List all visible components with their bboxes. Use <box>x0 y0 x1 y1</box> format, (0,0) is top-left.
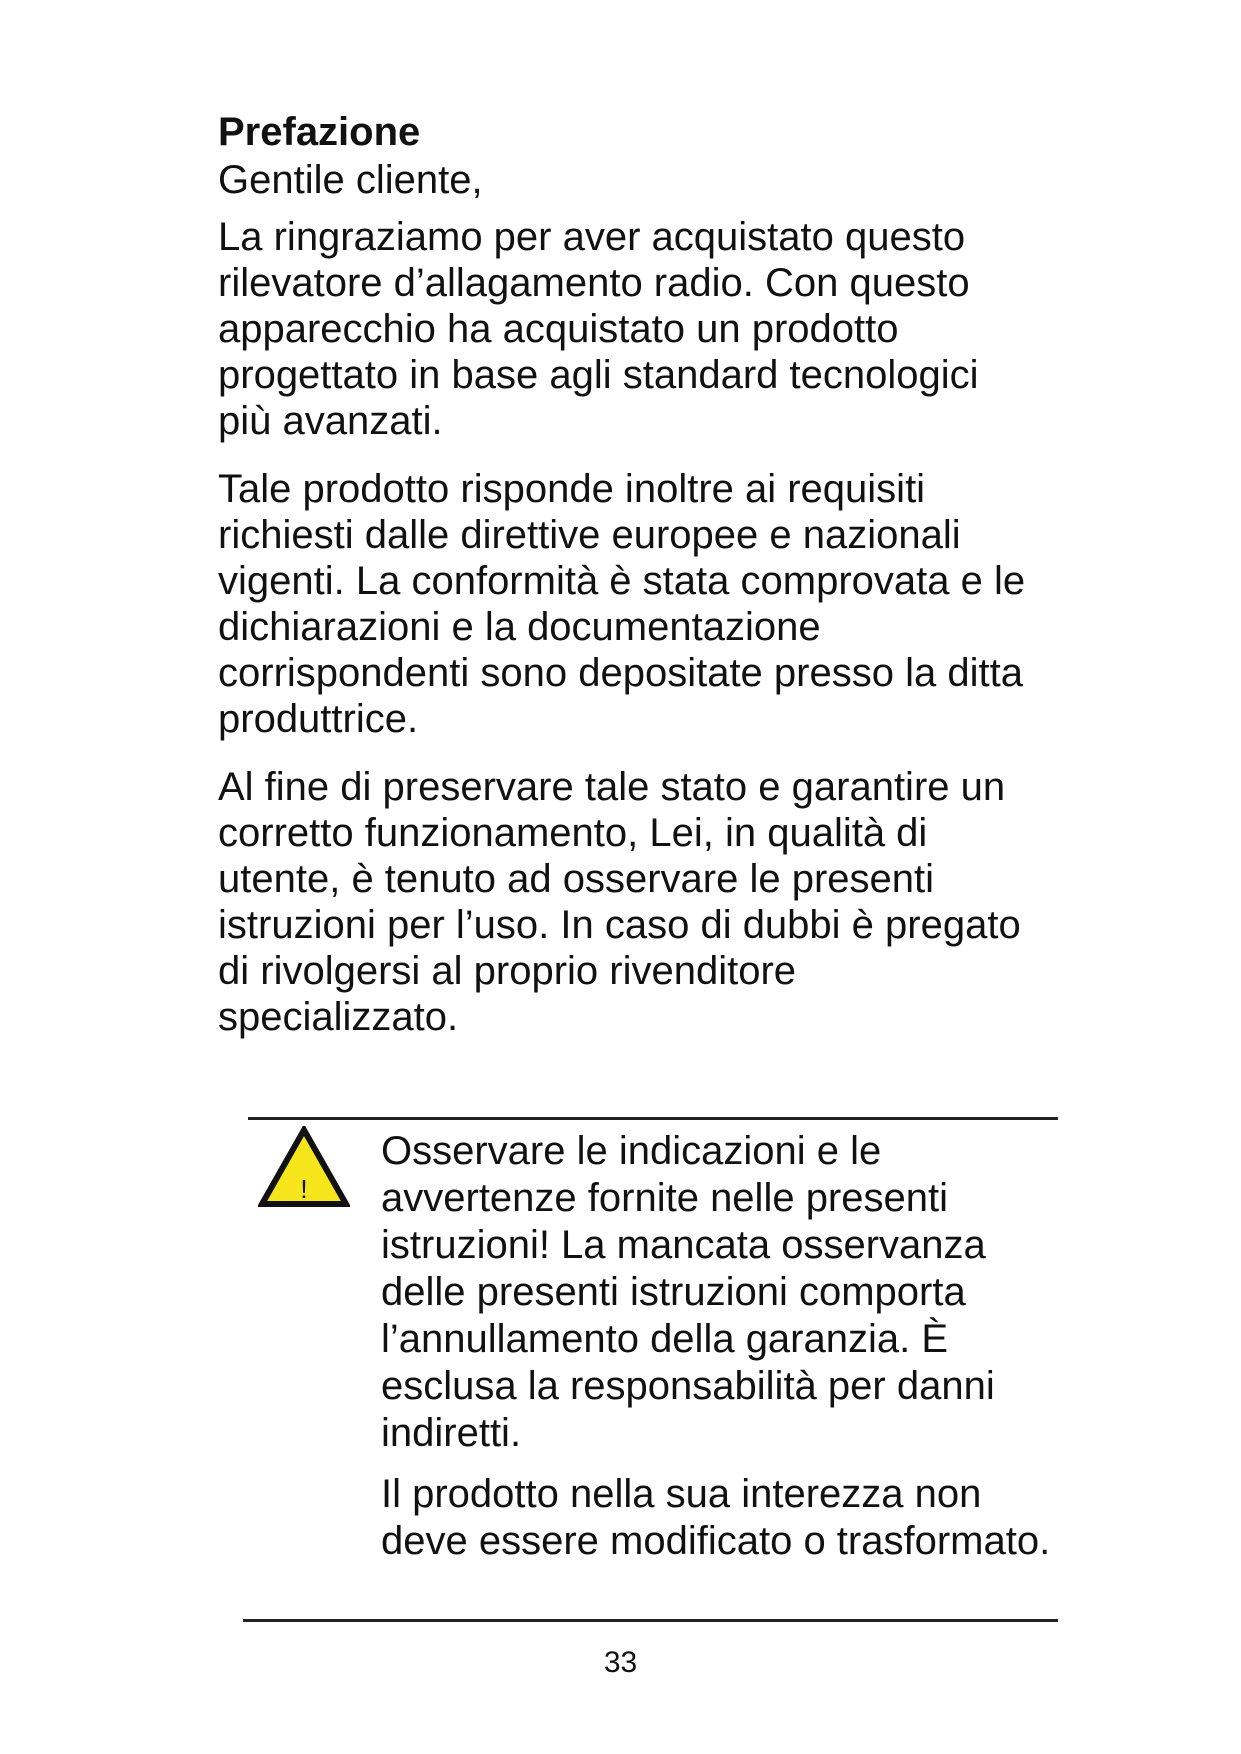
warning-notice <box>248 1117 1058 1563</box>
notice-bottom-divider <box>243 1619 1058 1622</box>
paragraph-thanks: La ringraziamo per aver acquistato questo rilevatore d’allagamento radio. Con questo apparecchio ha acquistato un prodotto progettato in base agli standard tecnologici più avanzati. <box>218 215 979 443</box>
warning-paragraph-modification: Il prodotto nella sua interezza non deve essere modificato o trasformato. <box>381 1472 1051 1563</box>
warning-exclamation: ! <box>300 1174 308 1204</box>
warning-text <box>381 1128 1051 1579</box>
warning-triangle-icon <box>258 1126 350 1208</box>
section-title: Prefazione <box>218 110 421 154</box>
greeting: Gentile cliente, <box>218 158 483 202</box>
main-content <box>218 108 1038 1062</box>
warning-paragraph-guarantee: Osservare le indicazioni e le avvertenze fornite nelle presenti istruzioni! La mancata osservanza delle presenti istruzioni comporta l’annullamento della garanzia. È esclusa la responsabilità per danni indiretti. <box>381 1129 995 1455</box>
paragraph-conformity: Tale prodotto risponde inoltre ai requisiti richiesti dalle direttive europee e nazionali vigenti. La conformità è stata comprovata e le dichiarazioni e la documentazione corrispondenti sono depositate presso la ditta produttrice. <box>218 467 1026 741</box>
paragraph-instructions: Al fine di preservare tale stato e garantire un corretto funzionamento, Lei, in qualità di utente, è tenuto ad osservare le presenti istruzioni per l’uso. In caso di dubbi è pregato di rivolgersi al proprio rivenditore specializzato. <box>218 765 1021 1039</box>
page-number: 33 <box>603 1646 638 1679</box>
